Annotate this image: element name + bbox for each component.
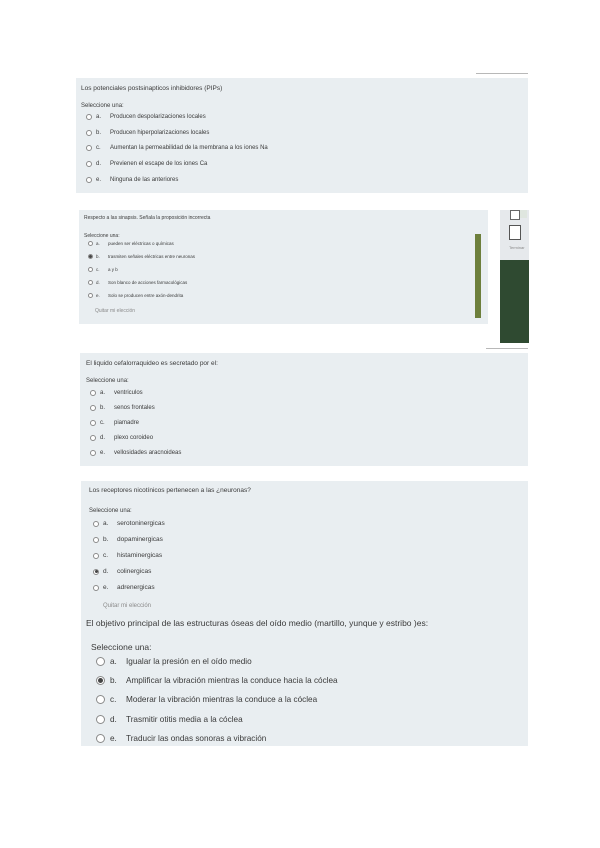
option-letter: b. xyxy=(100,405,106,411)
answer-option[interactable] xyxy=(96,715,243,724)
option-letter: d. xyxy=(96,280,100,285)
radio-selected-dot xyxy=(98,678,103,683)
option-letter: c. xyxy=(96,267,100,272)
radio-selected-dot xyxy=(95,570,98,573)
radio-button[interactable] xyxy=(90,420,96,426)
bottom-divider xyxy=(486,348,528,349)
radio-button[interactable] xyxy=(93,569,99,575)
question-block-2 xyxy=(79,210,488,324)
option-letter: e. xyxy=(96,293,100,298)
option-letter: c. xyxy=(103,552,109,559)
answer-option[interactable] xyxy=(88,254,195,259)
radio-selected-dot xyxy=(89,255,92,258)
answer-option[interactable] xyxy=(93,552,162,559)
option-letter: b. xyxy=(103,536,109,543)
answer-option[interactable] xyxy=(86,161,207,167)
radio-button[interactable] xyxy=(88,241,93,246)
nav-cell-current[interactable] xyxy=(509,225,521,240)
radio-button[interactable] xyxy=(96,734,105,743)
radio-button[interactable] xyxy=(90,450,96,456)
radio-button[interactable] xyxy=(88,254,93,259)
option-text: Moderar la vibración mientras la conduce a la cóclea xyxy=(126,695,318,705)
answer-option[interactable] xyxy=(88,293,183,298)
answer-option[interactable] xyxy=(93,584,155,591)
option-text: Producen despolarizaciones locales xyxy=(110,114,206,120)
option-letter: c. xyxy=(100,420,105,426)
option-text: ventriculos xyxy=(114,390,143,396)
option-letter: b. xyxy=(96,129,102,136)
radio-button[interactable] xyxy=(86,177,92,183)
answer-option[interactable] xyxy=(86,177,178,183)
option-letter: d. xyxy=(110,714,117,724)
nav-cell-top[interactable] xyxy=(510,210,520,220)
option-letter: e. xyxy=(110,733,117,743)
question-block-4 xyxy=(81,481,528,613)
answer-option[interactable] xyxy=(90,435,153,441)
nav-finish-label[interactable]: Terminar xyxy=(509,245,525,250)
answer-option[interactable] xyxy=(86,145,268,151)
answer-option[interactable] xyxy=(88,280,187,285)
option-text: Solo se producen entre axón-dendrita xyxy=(108,293,184,298)
clear-choice-link[interactable]: Quitar mi elección xyxy=(103,603,152,609)
radio-button[interactable] xyxy=(86,130,92,136)
radio-button[interactable] xyxy=(96,695,105,704)
option-text: piamadre xyxy=(114,420,140,426)
option-text: Aumentan la permeabilidad de la membrana a los iones Na xyxy=(110,145,268,152)
option-letter: b. xyxy=(110,676,117,686)
question-text: Respecto a las sinapsis. Señala la proposición incorrecta xyxy=(84,215,211,221)
question-text: El liquido cefalorraquideo es secretado por el: xyxy=(86,360,218,367)
option-letter: e. xyxy=(100,450,106,456)
option-letter: d. xyxy=(100,435,106,441)
option-text: colinergicas xyxy=(117,568,152,575)
option-text: Trasmitir otitis media a la cóclea xyxy=(126,714,243,724)
radio-button[interactable] xyxy=(93,521,99,527)
option-text: Producen hiperpolarizaciones locales xyxy=(110,129,210,136)
answer-option[interactable] xyxy=(93,568,151,575)
radio-button[interactable] xyxy=(96,657,105,666)
option-text: Ninguna de las anteriores xyxy=(110,176,179,183)
option-letter: a. xyxy=(110,657,117,666)
nav-cell-flagged[interactable] xyxy=(520,210,527,218)
radio-button[interactable] xyxy=(96,676,105,685)
answer-option[interactable] xyxy=(96,676,338,685)
radio-button[interactable] xyxy=(90,390,96,396)
option-letter: a. xyxy=(100,390,106,396)
option-letter: a. xyxy=(96,241,100,246)
radio-button[interactable] xyxy=(90,405,96,411)
option-text: vellosidades aracnoideas xyxy=(114,450,182,456)
answer-option[interactable] xyxy=(96,695,317,704)
answer-option[interactable] xyxy=(86,130,209,136)
option-letter: a. xyxy=(96,114,102,120)
answer-option[interactable] xyxy=(90,450,181,456)
question-text: El objetivo principal de las estructuras óseas del oído medio (martillo, yunque y estribo )es: xyxy=(86,618,429,628)
answer-option[interactable] xyxy=(86,114,206,120)
option-text: trasmiten señales eléctricas entre neuronas xyxy=(108,254,196,259)
answer-option[interactable] xyxy=(88,241,174,246)
option-letter: e. xyxy=(96,176,102,183)
option-letter: d. xyxy=(96,161,102,168)
radio-button[interactable] xyxy=(96,715,105,724)
clear-choice-link[interactable]: Quitar mi elección xyxy=(95,308,136,314)
radio-button[interactable] xyxy=(86,161,92,167)
option-text: dopaminergicas xyxy=(117,536,163,543)
select-prompt: Seleccione una: xyxy=(91,642,152,652)
option-text: Previenen el escape de los iones Ca xyxy=(110,161,208,168)
option-text: senos frontales xyxy=(114,405,155,411)
option-letter: a. xyxy=(103,520,109,527)
answer-option[interactable] xyxy=(90,390,143,396)
option-letter: c. xyxy=(110,695,117,705)
option-text: serotoninergicas xyxy=(117,520,165,527)
radio-button[interactable] xyxy=(88,267,93,272)
radio-button[interactable] xyxy=(93,537,99,543)
select-prompt: Seleccione una: xyxy=(84,233,120,239)
option-text: histaminergicas xyxy=(117,552,163,559)
question-text: Los potenciales postsinapticos inhibidores (PIPs) xyxy=(81,85,223,92)
answer-option[interactable] xyxy=(90,405,155,411)
select-prompt: Seleccione una: xyxy=(86,378,129,384)
option-text: a y b xyxy=(108,267,118,272)
option-text: plexo coroideo xyxy=(114,435,154,441)
radio-button[interactable] xyxy=(88,280,93,285)
question-text: Los receptores nicotínicos pertenecen a las ¿neuronas? xyxy=(89,487,251,494)
top-divider xyxy=(476,73,528,74)
option-letter: c. xyxy=(96,145,101,152)
option-text: adrenergicas xyxy=(117,584,155,591)
radio-button[interactable] xyxy=(93,585,99,591)
answer-option[interactable] xyxy=(88,267,118,272)
radio-button[interactable] xyxy=(93,553,99,559)
progress-bar xyxy=(475,234,481,318)
option-letter: e. xyxy=(103,584,109,591)
radio-button[interactable] xyxy=(86,114,92,120)
select-prompt: Seleccione una: xyxy=(89,508,132,514)
option-text: Traducir las ondas sonoras a vibración xyxy=(126,733,267,743)
answer-option[interactable] xyxy=(90,420,139,426)
option-text: Igualar la presión en el oído medio xyxy=(126,657,252,666)
option-text: pueden ser eléctricas o químicas xyxy=(108,241,174,246)
radio-button[interactable] xyxy=(90,435,96,441)
select-prompt: Seleccione una: xyxy=(81,103,124,109)
radio-button[interactable] xyxy=(88,293,93,298)
answer-option[interactable] xyxy=(93,520,165,527)
answer-option[interactable] xyxy=(93,536,163,543)
option-letter: b. xyxy=(96,254,100,259)
option-text: Amplificar la vibración mientras la conduce hacia la cóclea xyxy=(126,676,338,686)
option-text: Son blanco de acciones farmacológicas xyxy=(108,280,188,285)
option-letter: d. xyxy=(103,568,109,575)
radio-button[interactable] xyxy=(86,145,92,151)
answer-option[interactable] xyxy=(96,734,266,743)
answer-option[interactable] xyxy=(96,657,252,666)
